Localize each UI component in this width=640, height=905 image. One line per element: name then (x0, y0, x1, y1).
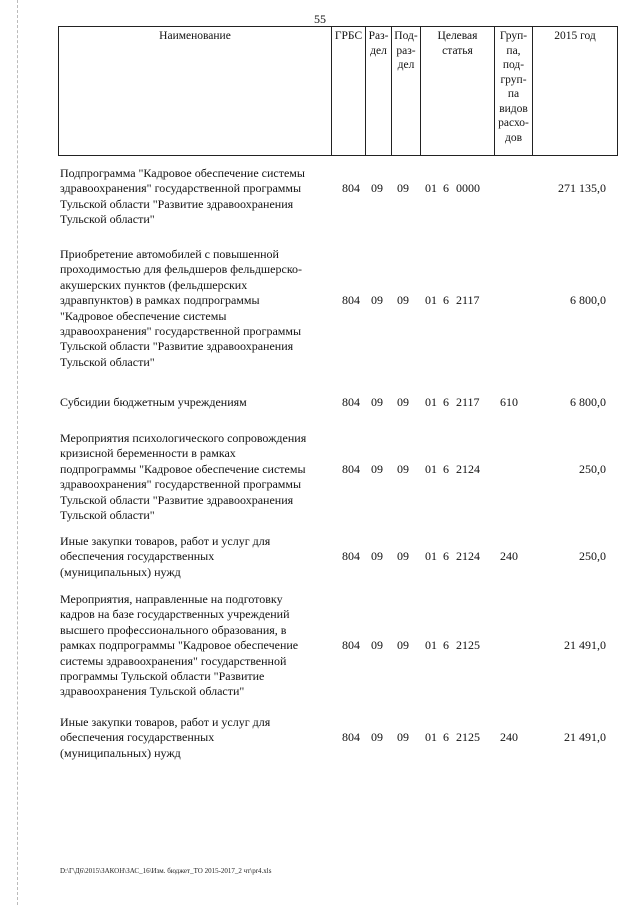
cell-expense-type: 610 (500, 395, 518, 409)
cell-subprogram-code: 6 (443, 461, 449, 476)
cell-program-code: 01 (425, 181, 437, 196)
cell-program-code: 01 (425, 395, 437, 409)
cell-podrazdel: 09 (397, 181, 409, 196)
cell-razdel: 09 (371, 293, 383, 308)
footer-file-path: D:\Г\Д6\2015\ЗАКОН\ЗАС_16\Изм. бюджет_ТО 2015-2017_2 чт\pr4.xls (60, 867, 272, 875)
cell-razdel: 09 (371, 461, 383, 476)
row-name-line: Иные закупки товаров, работ и услуг для (60, 534, 271, 548)
row-name (60, 395, 330, 410)
header-expense-group-line: па (507, 88, 520, 100)
cell-grbs: 804 (342, 730, 360, 745)
cell-direction-code: 2125 (456, 638, 480, 653)
row-name-line: Тульской области" (60, 354, 155, 369)
cell-podrazdel: 09 (397, 395, 409, 409)
row-name-line: (муниципальных) нужд (60, 745, 181, 760)
cell-grbs: 804 (342, 549, 360, 564)
cell-subprogram-code: 6 (443, 181, 449, 196)
cell-direction-code: 2117 (456, 395, 480, 409)
cell-program-code: 01 (425, 461, 437, 476)
header-razdel-line: дел (370, 44, 387, 57)
cell-direction-code: 0000 (456, 181, 480, 196)
header-expense-group-line: дов (504, 131, 523, 144)
margin-guide-line (17, 0, 18, 905)
header-expense-group-line: расхо- (498, 117, 529, 129)
row-name-line: обеспечения государственных (60, 549, 215, 564)
row-name-line: Тульской области" (60, 508, 155, 523)
row-name-line: Субсидии бюджетным учреждениям (60, 395, 247, 409)
row-name-line: здравоохранения" государственной программы (60, 477, 302, 492)
cell-razdel: 09 (371, 395, 383, 409)
header-year: 2015 год (532, 27, 617, 155)
cell-razdel: 09 (371, 730, 383, 745)
cell-subprogram-code: 6 (443, 638, 449, 653)
row-name-line: Иные закупки товаров, работ и услуг для (60, 715, 271, 729)
cell-expense-type: 240 (500, 549, 518, 564)
cell-subprogram-code: 6 (443, 395, 449, 409)
row-name (60, 247, 330, 370)
row-name-line: Тульской области "Развитие здравоохранения (60, 339, 294, 354)
row-name-line: (муниципальных) нужд (60, 564, 181, 579)
cell-grbs: 804 (342, 461, 360, 476)
header-expense-group-line: па, (506, 44, 521, 57)
cell-grbs: 804 (342, 395, 360, 409)
row-name-line: "Кадровое обеспечение системы (60, 308, 227, 323)
row-name-line: Тульской области "Развитие здравоохранения (60, 492, 294, 507)
header-expense-group-line: Груп- (499, 30, 528, 42)
row-name-line: кризисной беременности в рамках (60, 446, 236, 461)
row-name (60, 534, 330, 580)
cell-podrazdel: 09 (397, 293, 409, 308)
cell-razdel: 09 (371, 549, 383, 564)
row-name-line: системы здравоохранения" государственной (60, 653, 287, 668)
cell-program-code: 01 (425, 730, 437, 745)
row-name (60, 592, 330, 700)
cell-direction-code: 2124 (456, 461, 480, 476)
cell-program-code: 01 (425, 549, 437, 564)
row-name-line: Мероприятия психологического сопровождения (60, 431, 307, 445)
row-name-line: акушерских пунктов (фельдшерских (60, 277, 248, 292)
header-podrazdel (391, 27, 420, 155)
cell-direction-code: 2117 (456, 293, 480, 308)
row-name-line: Подпрограмма "Кадровое обеспечение системы (60, 166, 305, 180)
row-name-line: здравоохранения Тульской области" (60, 684, 245, 699)
row-name-line: Мероприятия, направленные на подготовку (60, 592, 283, 606)
header-expense-group-line: видов (499, 102, 528, 115)
cell-grbs: 804 (342, 181, 360, 196)
row-name (60, 715, 330, 761)
row-name-line: кадров на базе государственных учреждений (60, 607, 290, 622)
cell-amount: 250,0 (579, 549, 606, 564)
row-name-line: программы Тульской области "Развитие (60, 669, 265, 684)
cell-amount: 21 491,0 (564, 638, 606, 653)
cell-amount: 21 491,0 (564, 730, 606, 745)
cell-direction-code: 2124 (456, 549, 480, 564)
cell-podrazdel: 09 (397, 461, 409, 476)
row-name-line: здравоохранения" государственной программы (60, 181, 302, 196)
row-name-line: Приобретение автомобилей с повышенной (60, 247, 279, 261)
cell-razdel: 09 (371, 638, 383, 653)
cell-podrazdel: 09 (397, 638, 409, 653)
header-target-article (420, 27, 494, 155)
cell-razdel: 09 (371, 181, 383, 196)
row-name-line: высшего профессионального образования, в (60, 622, 287, 637)
cell-podrazdel: 09 (397, 730, 409, 745)
cell-podrazdel: 09 (397, 549, 409, 564)
cell-expense-type: 240 (500, 730, 518, 745)
header-expense-group (494, 27, 532, 155)
cell-subprogram-code: 6 (443, 730, 449, 745)
header-expense-group-line: под- (502, 59, 525, 71)
header-podrazdel-line: дел (397, 59, 415, 71)
cell-amount: 250,0 (579, 461, 606, 476)
cell-grbs: 804 (342, 638, 360, 653)
row-name (60, 431, 330, 523)
row-name-line: подпрограммы "Кадровое обеспечение системы (60, 461, 306, 476)
cell-program-code: 01 (425, 638, 437, 653)
header-razdel (365, 27, 391, 155)
header-target-article-line: статья (442, 44, 473, 57)
cell-amount: 271 135,0 (558, 181, 606, 196)
row-name-line: Тульской области "Развитие здравоохранения (60, 196, 294, 211)
cell-direction-code: 2125 (456, 730, 480, 745)
row-name-line: обеспечения государственных (60, 730, 215, 745)
header-target-article-line: Целевая (437, 30, 478, 42)
page-number: 55 (314, 12, 326, 26)
cell-amount: 6 800,0 (570, 293, 606, 308)
row-name (60, 166, 330, 228)
row-name-line: здравпунктов) в рамках подпрограммы (60, 293, 260, 308)
cell-subprogram-code: 6 (443, 549, 449, 564)
header-grbs: ГРБС (331, 27, 365, 155)
row-name-line: Тульской области" (60, 212, 155, 227)
table-header (58, 26, 618, 156)
cell-grbs: 804 (342, 293, 360, 308)
cell-program-code: 01 (425, 293, 437, 308)
cell-amount: 6 800,0 (570, 395, 606, 409)
row-name-line: здравоохранения" государственной программы (60, 324, 302, 339)
row-name-line: проходимостью для фельдшеров фельдшерско- (60, 262, 303, 277)
header-podrazdel-line: Под- (394, 30, 418, 42)
row-name-line: рамках подпрограммы "Кадровое обеспечение (60, 638, 299, 653)
header-razdel-line: Раз- (368, 30, 389, 42)
header-name: Наименование (159, 30, 231, 42)
header-podrazdel-line: раз- (396, 44, 416, 57)
cell-subprogram-code: 6 (443, 293, 449, 308)
header-expense-group-line: груп- (500, 73, 527, 86)
